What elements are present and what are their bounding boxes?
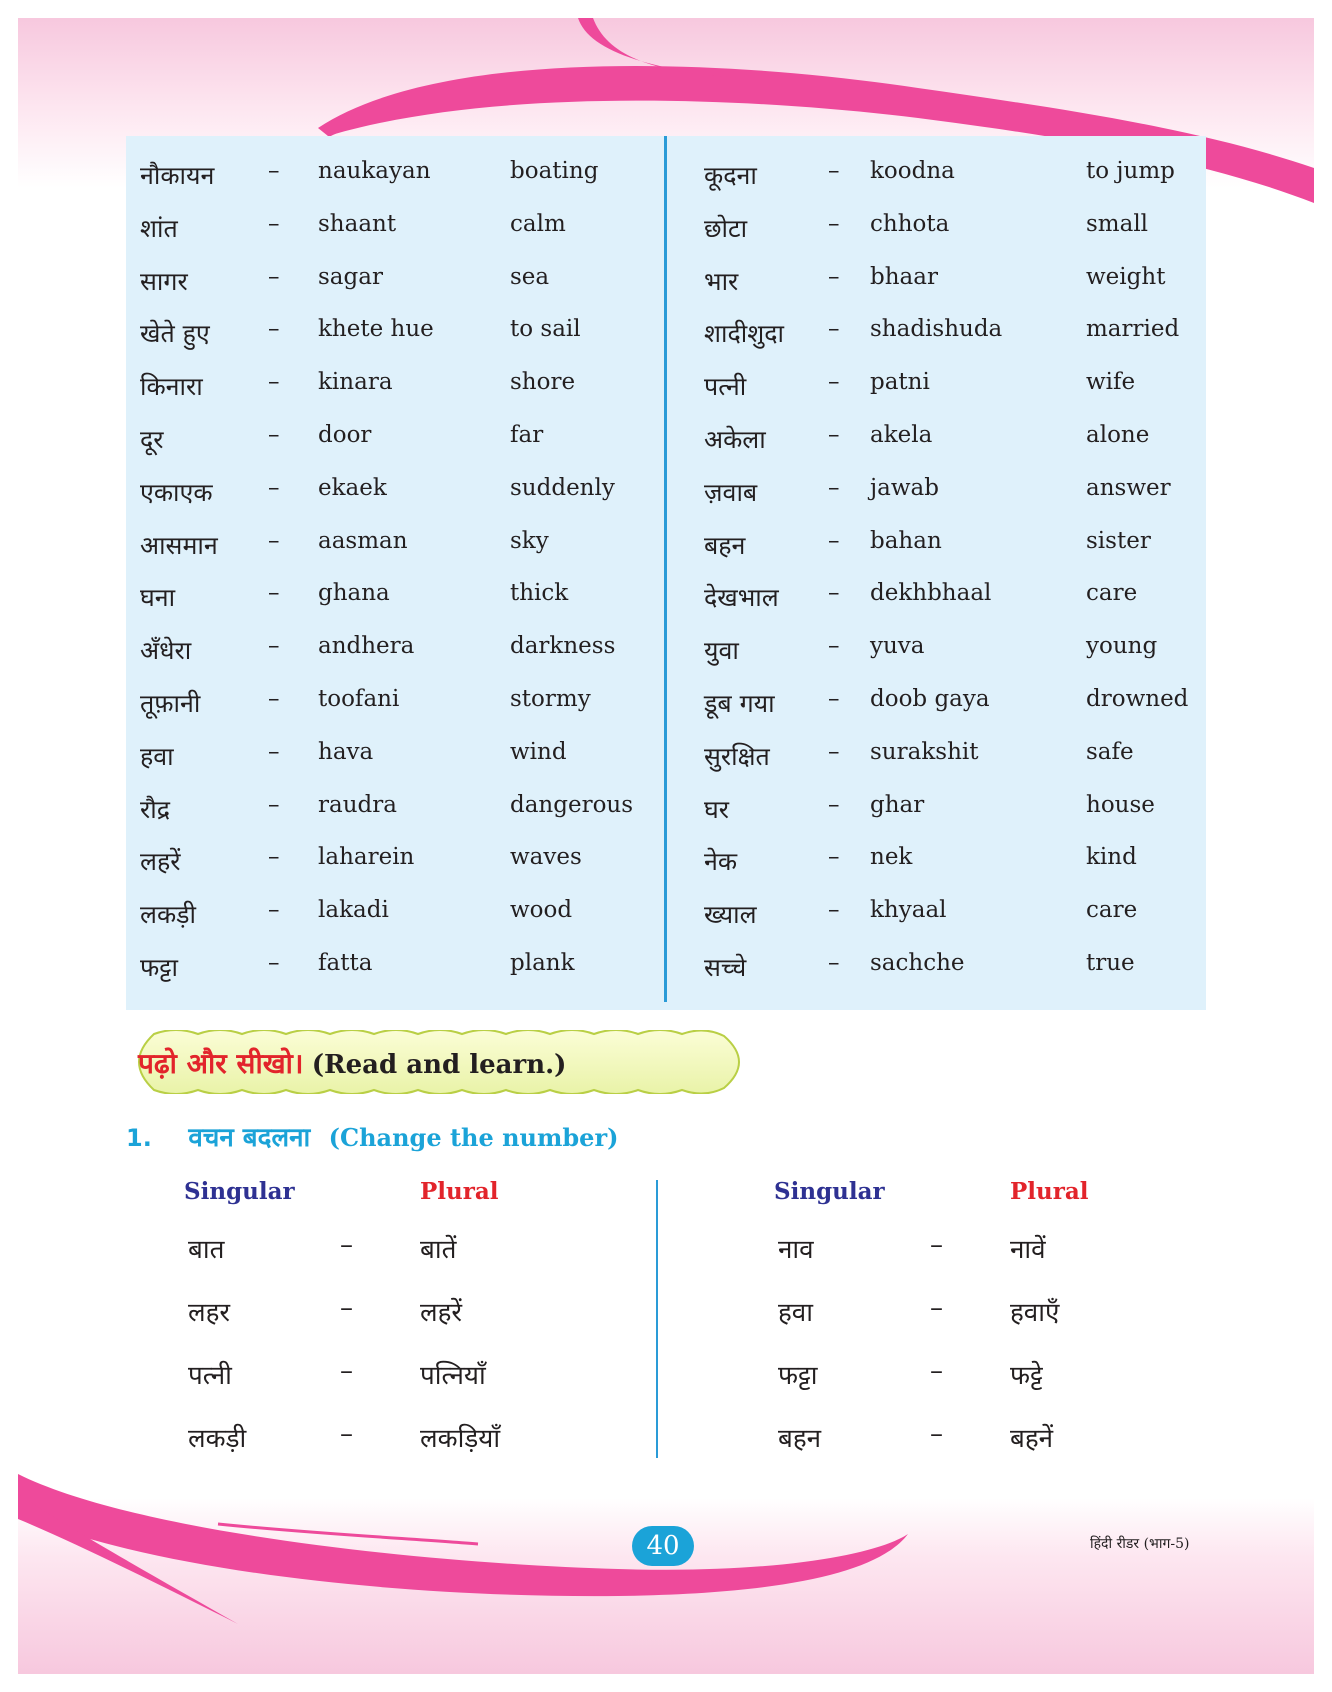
plural-word: नावें bbox=[1010, 1235, 1046, 1265]
vocab-dash: – bbox=[828, 738, 840, 765]
vocab-transliteration: laharein bbox=[318, 844, 415, 871]
vocab-meaning: thick bbox=[510, 580, 569, 607]
vocab-hindi-word: बहन bbox=[704, 530, 746, 560]
vocab-transliteration: yuva bbox=[870, 633, 925, 660]
vocab-row bbox=[704, 735, 1224, 788]
vocab-transliteration: andhera bbox=[318, 633, 415, 660]
vocab-dash: – bbox=[828, 685, 840, 712]
singular-header: Singular bbox=[774, 1178, 885, 1205]
singular-header: Singular bbox=[184, 1178, 295, 1205]
vocab-hindi-word: किनारा bbox=[140, 372, 203, 402]
vocab-row bbox=[140, 893, 660, 946]
vocab-transliteration: dekhbhaal bbox=[870, 580, 992, 607]
vocab-meaning: care bbox=[1086, 897, 1138, 924]
vocab-row bbox=[140, 154, 660, 207]
vocab-transliteration: ghar bbox=[870, 791, 925, 818]
vocab-row bbox=[704, 365, 1224, 418]
banner-hindi-text: पढ़ो और सीखो। bbox=[138, 1047, 304, 1080]
row-dash: – bbox=[340, 1356, 353, 1386]
plural-header: Plural bbox=[420, 1178, 499, 1205]
vocab-row bbox=[704, 629, 1224, 682]
vocab-meaning: boating bbox=[510, 158, 599, 184]
vocab-hindi-word: ज़वाब bbox=[704, 477, 758, 507]
vocab-meaning: weight bbox=[1086, 263, 1166, 290]
vocab-transliteration: aasman bbox=[318, 527, 408, 554]
table-row bbox=[184, 1417, 604, 1480]
vocab-dash: – bbox=[268, 158, 280, 184]
vocab-transliteration: door bbox=[318, 421, 372, 448]
vocab-row bbox=[704, 154, 1224, 207]
table-header bbox=[184, 1176, 604, 1228]
vocab-dash: – bbox=[828, 949, 840, 976]
vocab-transliteration: akela bbox=[870, 421, 933, 448]
vocab-meaning: safe bbox=[1086, 738, 1134, 765]
singular-word: बहन bbox=[778, 1424, 822, 1454]
vocab-meaning: sea bbox=[510, 263, 550, 290]
vocab-row bbox=[704, 893, 1224, 946]
vocab-meaning: wife bbox=[1086, 369, 1136, 396]
vocab-meaning: alone bbox=[1086, 421, 1150, 448]
vocab-transliteration: doob gaya bbox=[870, 685, 990, 712]
vocab-meaning: suddenly bbox=[510, 474, 615, 501]
singular-word: फट्टा bbox=[778, 1361, 818, 1391]
vocab-dash: – bbox=[268, 791, 280, 818]
vocab-meaning: small bbox=[1086, 210, 1149, 237]
vocab-transliteration: sachche bbox=[870, 949, 965, 976]
row-dash: – bbox=[340, 1230, 353, 1260]
vocab-hindi-word: सच्चे bbox=[704, 952, 747, 982]
row-dash: – bbox=[930, 1293, 943, 1323]
vocab-dash: – bbox=[268, 527, 280, 554]
vocab-row bbox=[140, 524, 660, 577]
vocab-transliteration: ghana bbox=[318, 580, 390, 607]
vocab-hindi-word: फट्टा bbox=[140, 952, 178, 982]
vocab-hindi-word: तूफ़ानी bbox=[140, 688, 201, 718]
vocab-meaning: calm bbox=[510, 210, 566, 237]
vocab-meaning: stormy bbox=[510, 685, 591, 712]
plural-word: बातें bbox=[420, 1235, 457, 1265]
vocab-meaning: answer bbox=[1086, 474, 1171, 501]
vocab-transliteration: hava bbox=[318, 738, 374, 765]
vocab-meaning: house bbox=[1086, 791, 1155, 818]
vocab-dash: – bbox=[268, 210, 280, 237]
vocab-transliteration: kinara bbox=[318, 369, 393, 396]
vocab-row bbox=[704, 524, 1224, 577]
vocab-row bbox=[704, 576, 1224, 629]
vocab-transliteration: ekaek bbox=[318, 474, 387, 501]
singular-word: हवा bbox=[778, 1298, 813, 1328]
vocab-row bbox=[140, 207, 660, 260]
vocab-row bbox=[704, 840, 1224, 893]
vocab-row bbox=[140, 840, 660, 893]
vocab-hindi-word: शांत bbox=[140, 213, 178, 243]
vocab-dash: – bbox=[828, 369, 840, 396]
singular-plural-table-right bbox=[774, 1176, 1194, 1480]
vocab-hindi-word: छोटा bbox=[704, 213, 748, 243]
vocab-hindi-word: घना bbox=[140, 583, 176, 613]
vocab-hindi-word: ख्याल bbox=[704, 900, 757, 930]
plural-word: फट्टे bbox=[1010, 1361, 1043, 1391]
vocab-hindi-word: खेते हुए bbox=[140, 319, 210, 349]
page-number: 40 bbox=[632, 1526, 694, 1566]
vocab-meaning: to jump bbox=[1086, 158, 1175, 184]
vocab-transliteration: fatta bbox=[318, 949, 373, 976]
banner-text bbox=[138, 1044, 566, 1082]
vocab-dash: – bbox=[828, 897, 840, 924]
vocab-hindi-word: एकाएक bbox=[140, 477, 213, 507]
exercise-hindi-title: वचन बदलना bbox=[188, 1123, 311, 1153]
exercise-number: 1. bbox=[126, 1124, 152, 1152]
vocab-dash: – bbox=[828, 158, 840, 184]
vocab-dash: – bbox=[828, 421, 840, 448]
vocabulary-column-divider bbox=[664, 136, 667, 1002]
vocab-hindi-word: दूर bbox=[140, 424, 164, 454]
vocab-dash: – bbox=[268, 897, 280, 924]
vocab-hindi-word: अकेला bbox=[704, 424, 766, 454]
singular-word: लकड़ी bbox=[188, 1424, 247, 1454]
vocab-meaning: darkness bbox=[510, 633, 616, 660]
vocab-transliteration: toofani bbox=[318, 685, 400, 712]
vocab-dash: – bbox=[828, 474, 840, 501]
book-title: हिंदी रीडर (भाग-5) bbox=[1090, 1536, 1190, 1552]
vocab-transliteration: jawab bbox=[870, 474, 939, 501]
vocab-dash: – bbox=[828, 527, 840, 554]
singular-word: नाव bbox=[778, 1235, 814, 1265]
vocab-row bbox=[704, 207, 1224, 260]
vocab-meaning: sky bbox=[510, 527, 549, 554]
vocab-hindi-word: लहरें bbox=[140, 847, 181, 877]
vocab-meaning: sister bbox=[1086, 527, 1151, 554]
plural-word: लहरें bbox=[420, 1298, 463, 1328]
vocab-hindi-word: अँधेरा bbox=[140, 636, 192, 666]
vocab-dash: – bbox=[828, 633, 840, 660]
row-dash: – bbox=[930, 1419, 943, 1449]
row-dash: – bbox=[340, 1293, 353, 1323]
table-header bbox=[774, 1176, 1194, 1228]
vocab-row bbox=[704, 471, 1224, 524]
row-dash: – bbox=[930, 1230, 943, 1260]
vocab-dash: – bbox=[268, 844, 280, 871]
vocab-row bbox=[140, 576, 660, 629]
table-row bbox=[184, 1228, 604, 1291]
vocab-meaning: true bbox=[1086, 949, 1135, 976]
vocabulary-column-right bbox=[704, 154, 1224, 999]
plural-word: पत्नियाँ bbox=[420, 1361, 486, 1391]
plural-word: बहनें bbox=[1010, 1424, 1054, 1454]
vocab-hindi-word: हवा bbox=[140, 741, 174, 771]
vocab-hindi-word: नौकायन bbox=[140, 161, 215, 190]
vocabulary-column-left bbox=[140, 154, 660, 999]
vocab-row bbox=[140, 260, 660, 313]
vocab-dash: – bbox=[828, 316, 840, 343]
vocab-hindi-word: देखभाल bbox=[704, 583, 779, 613]
vocab-meaning: wood bbox=[510, 897, 573, 924]
vocab-dash: – bbox=[268, 263, 280, 290]
vocab-hindi-word: रौद्र bbox=[140, 794, 170, 824]
vocab-transliteration: patni bbox=[870, 369, 930, 396]
exercise-english-title: (Change the number) bbox=[328, 1123, 619, 1152]
vocab-row bbox=[140, 365, 660, 418]
vocab-meaning: drowned bbox=[1086, 685, 1189, 712]
vocab-transliteration: khyaal bbox=[870, 897, 947, 924]
vocab-hindi-word: डूब गया bbox=[704, 688, 775, 718]
read-and-learn-banner bbox=[124, 1030, 754, 1094]
vocab-hindi-word: युवा bbox=[704, 636, 739, 666]
vocab-hindi-word: लकड़ी bbox=[140, 900, 197, 930]
vocab-row bbox=[140, 682, 660, 735]
vocab-dash: – bbox=[268, 738, 280, 765]
vocab-transliteration: shadishuda bbox=[870, 316, 1003, 343]
singular-word: पत्नी bbox=[188, 1361, 232, 1391]
plural-header: Plural bbox=[1010, 1178, 1089, 1205]
vocab-transliteration: koodna bbox=[870, 158, 955, 184]
vocab-meaning: married bbox=[1086, 316, 1180, 343]
table-row bbox=[184, 1291, 604, 1354]
vocab-transliteration: naukayan bbox=[318, 158, 431, 184]
vocab-row bbox=[140, 418, 660, 471]
vocab-hindi-word: कूदना bbox=[704, 161, 757, 190]
vocab-meaning: wind bbox=[510, 738, 567, 765]
vocab-row bbox=[140, 471, 660, 524]
vocab-dash: – bbox=[828, 263, 840, 290]
vocab-row bbox=[704, 788, 1224, 841]
vocab-dash: – bbox=[268, 421, 280, 448]
vocab-hindi-word: भार bbox=[704, 266, 739, 296]
vocab-dash: – bbox=[828, 580, 840, 607]
vocab-hindi-word: नेक bbox=[704, 847, 738, 877]
row-dash: – bbox=[340, 1419, 353, 1449]
singular-word: लहर bbox=[188, 1298, 231, 1328]
vocab-dash: – bbox=[268, 369, 280, 396]
table-row bbox=[774, 1228, 1194, 1291]
table-row bbox=[774, 1354, 1194, 1417]
vocab-row bbox=[704, 418, 1224, 471]
vocab-transliteration: sagar bbox=[318, 263, 383, 290]
vocab-hindi-word: सागर bbox=[140, 266, 188, 296]
vocab-row bbox=[704, 260, 1224, 313]
vocab-dash: – bbox=[828, 210, 840, 237]
vocab-transliteration: shaant bbox=[318, 210, 397, 237]
vocab-row bbox=[140, 735, 660, 788]
vocab-dash: – bbox=[828, 844, 840, 871]
table-row bbox=[774, 1417, 1194, 1480]
vocab-transliteration: khete hue bbox=[318, 316, 434, 343]
singular-plural-divider bbox=[656, 1180, 658, 1458]
vocab-transliteration: chhota bbox=[870, 210, 950, 237]
vocab-row bbox=[140, 946, 660, 999]
vocab-transliteration: nek bbox=[870, 844, 913, 871]
vocab-hindi-word: सुरक्षित bbox=[704, 741, 770, 771]
vocab-dash: – bbox=[828, 791, 840, 818]
row-dash: – bbox=[930, 1356, 943, 1386]
vocab-dash: – bbox=[268, 949, 280, 976]
table-row bbox=[184, 1354, 604, 1417]
singular-plural-table-left bbox=[184, 1176, 604, 1480]
vocab-row bbox=[704, 682, 1224, 735]
vocab-meaning: shore bbox=[510, 369, 576, 396]
vocab-hindi-word: आसमान bbox=[140, 530, 218, 560]
vocab-transliteration: raudra bbox=[318, 791, 397, 818]
plural-word: हवाएँ bbox=[1010, 1298, 1060, 1328]
vocab-hindi-word: शादीशुदा bbox=[704, 319, 784, 349]
table-row bbox=[774, 1291, 1194, 1354]
vocab-row bbox=[140, 788, 660, 841]
singular-word: बात bbox=[188, 1235, 225, 1265]
vocab-dash: – bbox=[268, 316, 280, 343]
vocab-hindi-word: पत्नी bbox=[704, 372, 747, 402]
vocab-transliteration: lakadi bbox=[318, 897, 389, 924]
vocab-meaning: young bbox=[1086, 633, 1158, 660]
vocab-dash: – bbox=[268, 633, 280, 660]
plural-word: लकड़ियाँ bbox=[420, 1424, 501, 1454]
vocab-row bbox=[140, 312, 660, 365]
vocab-meaning: to sail bbox=[510, 316, 581, 343]
vocab-meaning: kind bbox=[1086, 844, 1137, 871]
vocab-meaning: dangerous bbox=[510, 791, 634, 818]
vocab-meaning: plank bbox=[510, 949, 575, 976]
vocab-meaning: care bbox=[1086, 580, 1138, 607]
vocab-row bbox=[704, 312, 1224, 365]
vocab-hindi-word: घर bbox=[704, 794, 730, 824]
exercise-heading bbox=[126, 1118, 618, 1154]
vocab-transliteration: bhaar bbox=[870, 263, 938, 290]
bottom-decorative-swoosh bbox=[18, 1474, 1314, 1674]
vocab-dash: – bbox=[268, 685, 280, 712]
vocab-row bbox=[704, 946, 1224, 999]
vocab-dash: – bbox=[268, 474, 280, 501]
vocab-transliteration: surakshit bbox=[870, 738, 979, 765]
vocab-dash: – bbox=[268, 580, 280, 607]
banner-english-text: (Read and learn.) bbox=[311, 1050, 567, 1080]
vocab-meaning: waves bbox=[510, 844, 582, 871]
vocab-meaning: far bbox=[510, 421, 544, 448]
vocab-row bbox=[140, 629, 660, 682]
vocab-transliteration: bahan bbox=[870, 527, 942, 554]
vocabulary-panel bbox=[126, 136, 1206, 1010]
